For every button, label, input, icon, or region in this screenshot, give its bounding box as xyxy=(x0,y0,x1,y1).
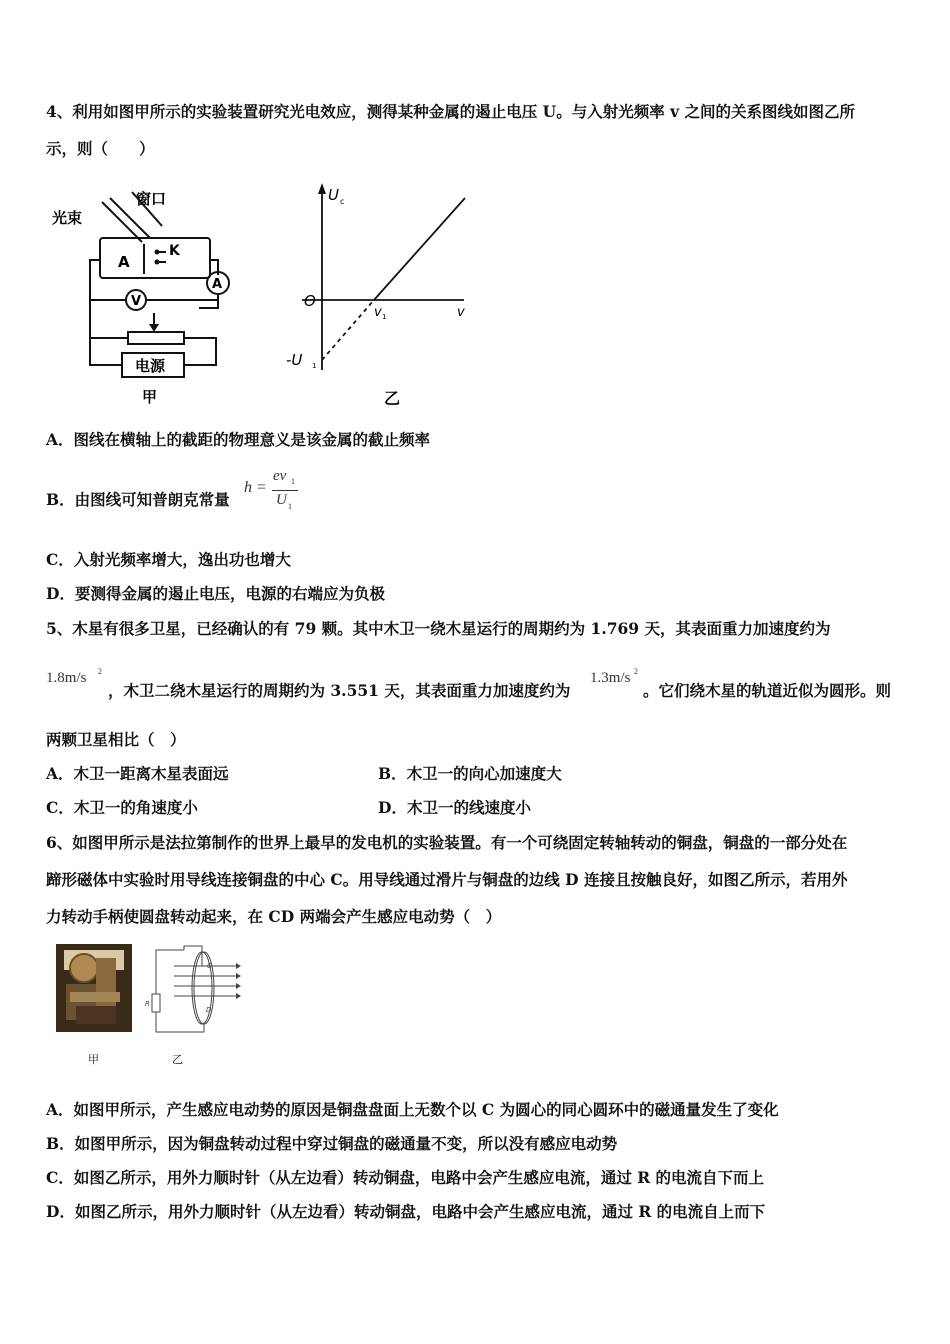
q5-g2-exp: 2 xyxy=(634,667,638,676)
q5-g2: 1.3m/s xyxy=(590,670,631,686)
q5-option-c: C．木卫一的角速度小 xyxy=(46,798,198,817)
label-C: C xyxy=(207,962,212,970)
q4-figure-yi xyxy=(282,180,482,410)
q5-option-d: D．木卫一的线速度小 xyxy=(378,798,531,817)
q4-formula xyxy=(244,468,304,516)
q4-figure-jia xyxy=(44,180,244,410)
y-neg-sub: 1 xyxy=(312,362,317,370)
q5-stem-end: 。它们绕木星的轨道近似为圆形。则 xyxy=(643,681,892,700)
q5-g1: 1.8m/s xyxy=(46,670,87,686)
formula-num-sub: 1 xyxy=(291,477,295,486)
q6-stem-line3: 力转动手柄使圆盘转动起来，在 CD 两端会产生感应电动势（ ） xyxy=(46,907,502,926)
y-neg-label: -U xyxy=(286,351,303,369)
label-window: 窗口 xyxy=(136,190,167,208)
caption-yi: 乙 xyxy=(384,389,401,408)
q5-stem-mid: ，木卫二绕木星运行的周期约为 3.551 天，其表面重力加速度约为 xyxy=(108,681,571,700)
origin-label: O xyxy=(304,292,316,310)
label-R: R xyxy=(145,1000,150,1008)
ammeter-icon: A xyxy=(212,277,223,292)
q4-option-a: A．图线在横轴上的截距的物理意义是该金属的截止频率 xyxy=(46,430,431,449)
q6-stem-line1: 6、如图甲所示是法拉第制作的世界上最早的发电机的实验装置。有一个可绕固定转轴转动的铜盘，铜盘的一部分处在 xyxy=(46,833,848,852)
formula-den-sub: 1 xyxy=(288,502,292,511)
label-anode: A xyxy=(118,253,130,271)
x-axis-label: v xyxy=(457,305,465,320)
label-cathode: K xyxy=(169,243,180,259)
q6-caption-jia: 甲 xyxy=(88,1053,99,1066)
q6-photo-jia xyxy=(56,944,136,1034)
label-beam: 光束 xyxy=(52,209,83,227)
voltmeter-icon: V xyxy=(131,294,142,309)
q6-option-c: C．如图乙所示，用外力顺时针（从左边看）转动铜盘，电路中会产生感应电流，通过 R 的电流自下而上 xyxy=(46,1168,765,1187)
q6-stem-line2: 蹄形磁体中实验时用导线连接铜盘的中心 C。用导线通过滑片与铜盘的边线 D 连接且按触良好，如图乙所示，若用外 xyxy=(46,870,848,889)
formula-num: ev xyxy=(273,468,287,484)
x-tick-sub: 1 xyxy=(382,313,387,321)
q6-option-a: A．如图甲所示，产生感应电动势的原因是铜盘盘面上无数个以 C 为圆心的同心圆环中的磁通量发生了变化 xyxy=(46,1100,779,1119)
q4-option-c: C．入射光频率增大，逸出功也增大 xyxy=(46,550,291,569)
caption-jia: 甲 xyxy=(142,388,158,406)
q5-g1-exp: 2 xyxy=(98,667,102,676)
q5-stem-line3: 两颗卫星相比（ ） xyxy=(46,730,186,749)
q6-caption-yi: 乙 xyxy=(172,1053,183,1066)
label-D: D xyxy=(206,1006,212,1014)
y-axis-sub: c xyxy=(340,197,345,206)
formula-den: U xyxy=(276,492,287,508)
q6-option-d: D．如图乙所示，用外力顺时针（从左边看）转动铜盘，电路中会产生感应电流，通过 R 的电流自上而下 xyxy=(46,1202,766,1221)
q4-stem-line1: 4、利用如图甲所示的实验装置研究光电效应，测得某种金属的遏止电压 U。与入射光频率 v 之间的关系图线如图乙所 xyxy=(46,102,856,121)
y-axis-label: U xyxy=(328,186,339,204)
x-tick-label: v xyxy=(374,305,382,320)
q5-option-b: B．木卫一的向心加速度大 xyxy=(378,764,562,783)
q4-stem-line2: 示，则（ ） xyxy=(46,139,155,158)
q5-stem-line1: 5、木星有很多卫星，已经确认的有 79 颗。其中木卫一绕木星运行的周期约为 1.769 天，其表面重力加速度约为 xyxy=(46,619,831,638)
q5-option-a: A．木卫一距离木星表面远 xyxy=(46,764,229,783)
q4-option-d: D．要测得金属的遏止电压，电源的右端应为负极 xyxy=(46,584,385,603)
q6-option-b: B．如图甲所示，因为铜盘转动过程中穿过铜盘的磁通量不变，所以没有感应电动势 xyxy=(46,1134,618,1153)
formula-lhs: h = xyxy=(244,479,267,496)
q6-figure-yi xyxy=(144,944,244,1040)
q4-option-b: B．由图线可知普朗克常量 xyxy=(46,490,230,509)
label-power: 电源 xyxy=(135,357,166,375)
